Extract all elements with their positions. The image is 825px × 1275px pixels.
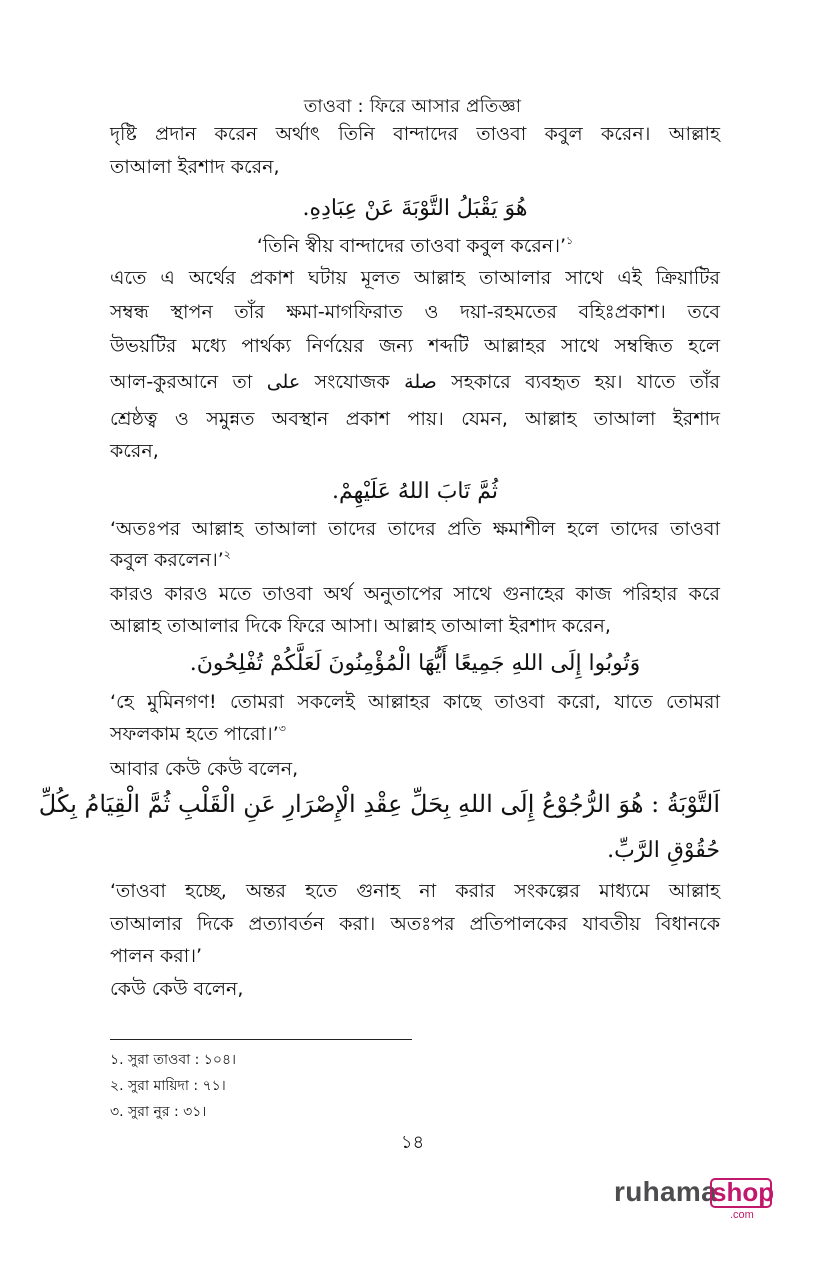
body-line: দৃষ্টি প্রদান করেন অর্থাৎ তিনি বান্দাদের তাওবা কবুল করেন। আল্লাহ	[110, 123, 720, 145]
translation-line: ‘হে মুমিনগণ! তোমরা সকলেই আল্লাহর কাছে তাওবা করো, যাতে তোমরা	[110, 691, 720, 713]
body-line: এতে এ অর্থের প্রকাশ ঘটায় মূলত আল্লাহ তাআলার সাথে এই ক্রিয়াটির	[110, 267, 720, 289]
text-segment: সহকারে ব্যবহৃত হয়। যাতে তাঁর	[451, 371, 721, 393]
body-line: তাআলা ইরশাদ করেন,	[110, 156, 280, 178]
logo-text-shop: shop	[712, 1177, 775, 1207]
body-line: করেন,	[110, 440, 159, 462]
body-line: শ্রেষ্ঠত্ব ও সমুন্নত অবস্থান প্রকাশ পায়। যেমন, আল্লাহ তাআলা ইরশাদ	[110, 408, 720, 430]
body-line: সম্বন্ধ স্থাপন তাঁর ক্ষমা-মাগফিরাত ও দয়া-রহমতের বহিঃপ্রকাশ। তবে	[110, 301, 720, 323]
footnote-ref: ১	[566, 234, 574, 247]
body-line: কারও কারও মতে তাওবা অর্থ অনুতাপের সাথে গুনাহের কাজ পরিহার করে	[110, 583, 720, 605]
logo-shop-box	[710, 1177, 775, 1208]
page-number: ১৪	[400, 1132, 425, 1153]
text-segment: সংযোজক	[314, 371, 390, 393]
arabic-verse: ثُمَّ تَابَ اللهُ عَلَيْهِمْ.	[332, 479, 498, 504]
verse-translation	[110, 232, 720, 260]
arabic-definition: حُقُوْقِ الرَّبِّ.	[607, 838, 720, 863]
footnote: ৩. সুরা নুর : ৩১।	[110, 1104, 207, 1120]
body-line: আবার কেউ কেউ বলেন,	[110, 758, 299, 780]
footnote-ref: ৩	[278, 722, 286, 735]
arabic-word: على	[266, 371, 301, 393]
arabic-word: صلة	[404, 371, 437, 393]
arabic-verse: هُوَ يَقْبَلُ التَّوْبَةَ عَنْ عِبَادِهِ.	[302, 196, 528, 221]
translation-text: সফলকাম হতে পারো।’	[110, 723, 279, 745]
translation-text: ‘তিনি স্বীয় বান্দাদের তাওবা কবুল করেন।’	[256, 235, 567, 257]
footnote-ref: ২	[223, 548, 231, 561]
translation-line: পালন করা।’	[110, 945, 203, 967]
body-line: আল্লাহ তাআলার দিকে ফিরে আসা। আল্লাহ তাআলা ইরশাদ করেন,	[110, 615, 611, 637]
ruhamashop-logo	[614, 1176, 776, 1226]
logo-domain: .com	[730, 1209, 754, 1221]
translation-line	[110, 720, 720, 748]
translation-line: ‘অতঃপর আল্লাহ তাআলা তাদের তাদের প্রতি ক্ষমাশীল হলে তাদের তাওবা	[110, 518, 720, 540]
arabic-definition: اَلتَّوْبَةُ : هُوَ الرُّجُوْعُ إِلَى اللهِ بِحَلِّ عِقْدِ الْإِصْرَارِ عَنِ الْقَلْبِ ثُمَّ الْقِيَامُ بِكُلِّ	[38, 790, 720, 818]
translation-line: ‘তাওবা হচ্ছে, অন্তর হতে গুনাহ না করার সংকল্পের মাধ্যমে আল্লাহ	[110, 880, 720, 902]
footnote: ২. সুরা মায়িদা : ৭১।	[110, 1078, 226, 1094]
body-line: কেউ কেউ বলেন,	[110, 978, 244, 1000]
footnote-divider	[110, 1039, 412, 1040]
logo-text-ruhama: ruhama	[614, 1176, 717, 1207]
body-line: উভয়টির মধ্যে পার্থক্য নির্ণয়ের জন্য শব্দটি আল্লাহর সাথে সম্বন্ধিত হলে	[110, 335, 720, 357]
text-segment: আল-কুরআনে তা	[110, 371, 253, 393]
translation-text: কবুল করলেন।’	[110, 549, 224, 571]
arabic-verse: وَتُوبُوا إِلَى اللهِ جَمِيعًا أَيُّهَا الْمُؤْمِنُونَ لَعَلَّكُمْ تُفْلِحُونَ.	[189, 651, 641, 676]
translation-line	[110, 546, 720, 574]
footnote: ১. সুরা তাওবা : ১০৪।	[110, 1052, 237, 1068]
body-line-mixed	[110, 368, 720, 396]
running-header: তাওবা : ফিরে আসার প্রতিজ্ঞা	[303, 96, 522, 117]
translation-line: তাআলার দিকে প্রত্যাবর্তন করা। অতঃপর প্রতিপালকের যাবতীয় বিধানকে	[110, 913, 720, 935]
